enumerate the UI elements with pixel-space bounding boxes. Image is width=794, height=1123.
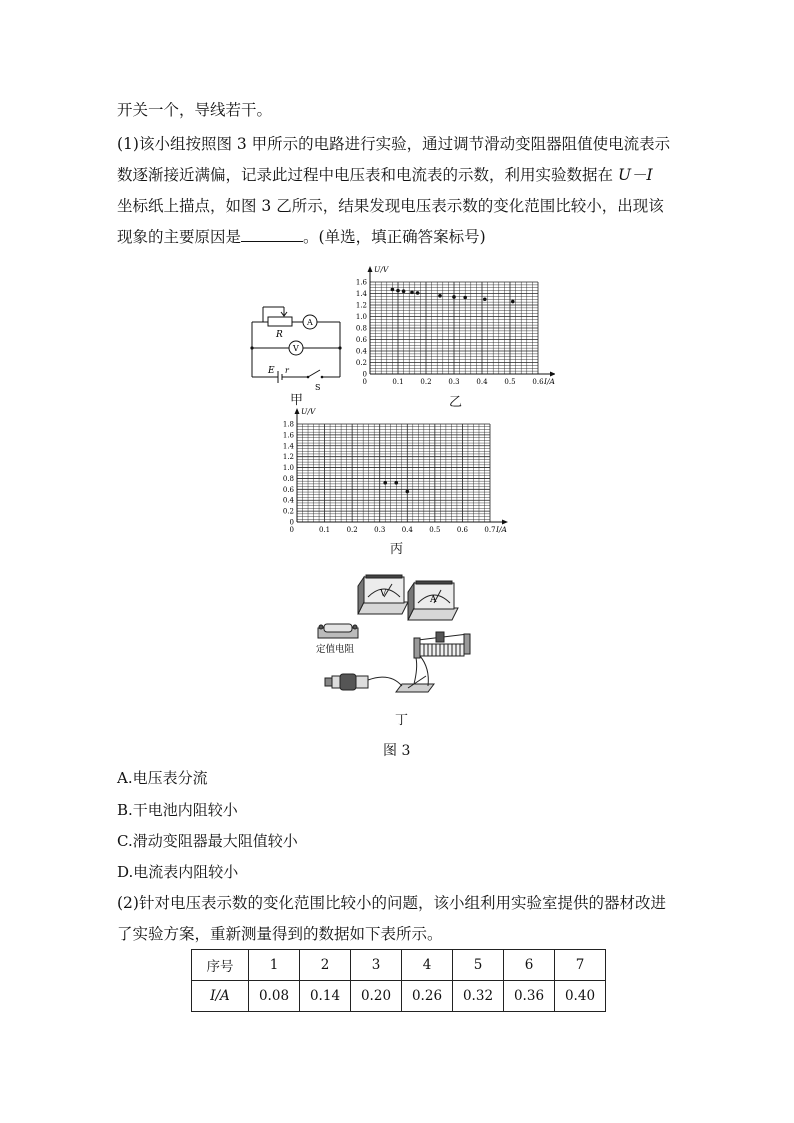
table-cell: 3 [351, 950, 402, 981]
y-tick-label: 0.8 [282, 474, 294, 483]
x-tick-label: 0.4 [476, 378, 488, 386]
data-point [394, 481, 398, 485]
y-tick-label: 1.4 [282, 442, 294, 451]
x-axis-arrow [550, 372, 555, 377]
table-cell: 4 [402, 950, 453, 981]
wires [368, 656, 428, 686]
option-c: C.滑动变阻器最大阻值较小 [117, 832, 298, 850]
table-cell: 5 [453, 950, 504, 981]
rheostat-device [414, 632, 470, 658]
fixed-resistor-label: 定值电阻 [316, 644, 355, 655]
x-tick-label: 0.7 [484, 526, 496, 534]
y-tick-label: 0 [362, 370, 367, 379]
table-cell: 0.08 [249, 981, 300, 1012]
table-cell: 2 [300, 950, 351, 981]
label-s: S [315, 383, 321, 392]
table-cell: 0.26 [402, 981, 453, 1012]
y-tick-label: 1.0 [355, 313, 367, 321]
y-tick-label: 0.6 [355, 336, 367, 344]
data-point [452, 295, 456, 299]
intro-text: 开关一个，导线若干。 [117, 101, 273, 119]
switch-lever [308, 370, 320, 377]
q1-line-2-text: 数逐渐接近满偏，记录此过程中电压表和电流表的示数，利用实验数据在 [117, 166, 614, 184]
data-table [191, 949, 606, 1012]
x-axis-arrow [502, 520, 508, 525]
amp-meter-letter: A [430, 595, 437, 605]
q1-line-4 [117, 226, 697, 248]
data-point [410, 291, 414, 295]
table-header-current: I/A [192, 981, 249, 1012]
y-axis-label: U/V [301, 407, 316, 416]
data-point [438, 294, 442, 298]
chart-yi [340, 262, 555, 390]
y-axis-label: U/V [374, 265, 389, 274]
y-tick-label: 0 [289, 518, 294, 527]
table-cell: 0.40 [555, 981, 606, 1012]
label-voltmeter: V [293, 344, 299, 353]
table-cell: 0.32 [453, 981, 504, 1012]
x-tick-label: 0.1 [319, 526, 331, 534]
y-tick-label: 1.8 [282, 420, 294, 429]
data-point [463, 296, 467, 300]
x-tick-label: 0.6 [532, 378, 544, 386]
table-cell: 0.20 [351, 981, 402, 1012]
origin-label: 0 [362, 378, 367, 386]
option-d: D.电流表内阻较小 [117, 863, 239, 881]
data-point [383, 481, 387, 485]
label-ding: 丁 [395, 713, 409, 728]
figure-caption: 图 3 [383, 743, 411, 759]
fixed-resistor [318, 624, 358, 638]
origin-label: 0 [289, 526, 294, 534]
q2-line-2: 了实验方案，重新测量得到的数据如下表所示。 [117, 925, 443, 943]
x-tick-label: 0.3 [374, 526, 386, 534]
q1-math-ui: U－I [617, 166, 653, 184]
table-row-index [192, 950, 606, 981]
x-tick-label: 0.4 [401, 526, 413, 534]
label-yi: 乙 [449, 395, 463, 410]
data-point [416, 291, 420, 295]
table-cell: 7 [555, 950, 606, 981]
data-point [483, 297, 487, 301]
option-a: A.电压表分流 [117, 769, 208, 787]
table-row-current [192, 981, 606, 1012]
x-tick-label: 0.2 [420, 378, 432, 386]
resistor-r [268, 317, 292, 326]
x-axis-label: I/A [544, 377, 555, 386]
y-axis-arrow [368, 266, 373, 272]
label-e: E [268, 366, 275, 376]
label-bing: 丙 [390, 542, 404, 557]
apparatus-drawing [310, 572, 490, 702]
data-point [511, 300, 515, 304]
y-tick-label: 1.6 [282, 431, 294, 440]
table-cell: 1 [249, 950, 300, 981]
y-tick-label: 0.6 [282, 485, 294, 494]
chart-bing [275, 404, 525, 536]
y-tick-label: 0.8 [355, 324, 367, 333]
x-axis-label: I/A [496, 525, 507, 534]
table-cell: 6 [504, 950, 555, 981]
q1-line-3: 坐标纸上描点，如图 3 乙所示，结果发现电压表示数的变化范围比较小，出现该 [117, 197, 664, 215]
table-cell: 0.36 [504, 981, 555, 1012]
label-jia: 甲 [290, 393, 304, 408]
q1-line-4a: 现象的主要原因是 [117, 228, 242, 246]
x-tick-label: 0.6 [456, 526, 468, 534]
q1-line-4b: 。(单选，填正确答案标号) [303, 228, 486, 246]
y-tick-label: 1.2 [355, 301, 367, 310]
x-tick-label: 0.5 [429, 526, 441, 534]
label-ammeter: A [307, 318, 313, 327]
table-cell: 0.14 [300, 981, 351, 1012]
x-tick-label: 0.2 [346, 526, 358, 534]
y-tick-label: 0.2 [355, 359, 367, 367]
table-header-index: 序号 [192, 950, 249, 981]
option-b: B.干电池内阻较小 [117, 801, 238, 819]
answer-blank [241, 227, 303, 242]
x-tick-label: 0.1 [392, 378, 404, 386]
data-point [402, 289, 406, 293]
q2-line-1: (2)针对电压表示数的变化范围比较小的问题，该小组利用实验室提供的器材改进 [117, 894, 666, 912]
volt-meter-letter: V [380, 589, 387, 599]
label-r: R [276, 330, 283, 340]
y-tick-label: 1.4 [355, 290, 367, 298]
chart-grid [297, 424, 490, 522]
data-point [405, 490, 409, 494]
x-tick-label: 0.3 [448, 378, 460, 386]
data-point [396, 289, 400, 293]
x-tick-label: 0.5 [504, 378, 516, 386]
battery-device [325, 674, 368, 690]
y-axis-arrow [295, 408, 300, 414]
y-tick-label: 1.6 [355, 278, 367, 287]
y-tick-label: 0.2 [282, 507, 294, 516]
y-tick-label: 1.2 [282, 453, 294, 462]
q1-line-2 [117, 164, 697, 186]
data-point [391, 288, 395, 292]
y-tick-label: 1.0 [282, 464, 294, 473]
y-tick-label: 0.4 [355, 347, 367, 356]
q1-line-1: (1)该小组按照图 3 甲所示的电路进行实验，通过调节滑动变阻器阻值使电流表示 [117, 135, 671, 153]
y-tick-label: 0.4 [282, 496, 294, 505]
label-small-r: r [285, 366, 289, 375]
